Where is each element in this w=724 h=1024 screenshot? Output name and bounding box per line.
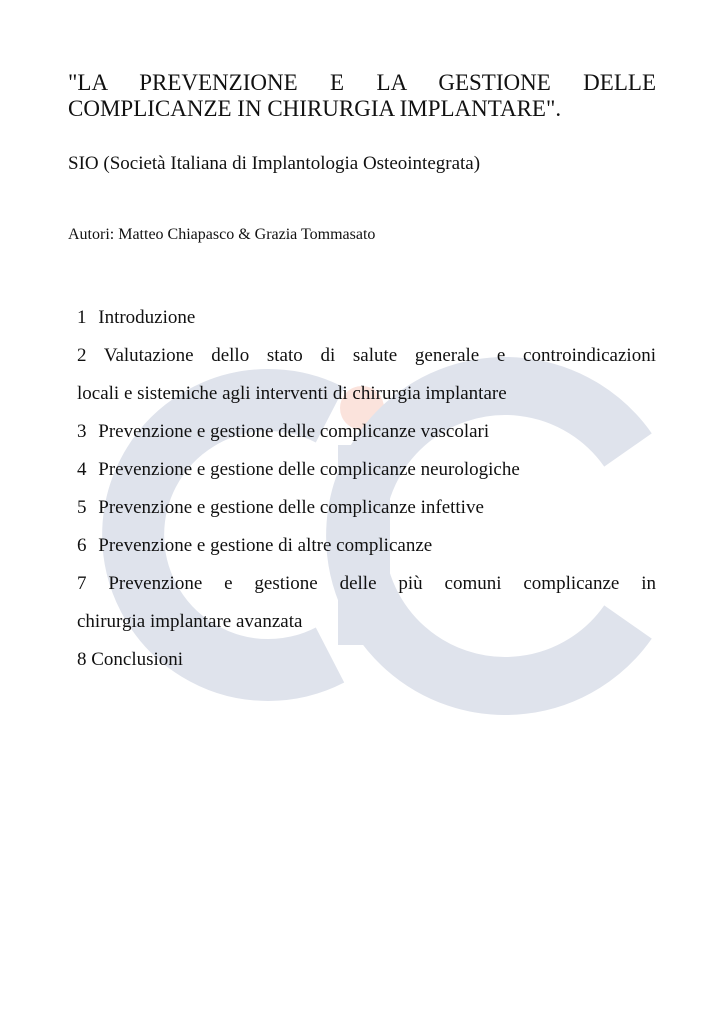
- toc-number: 8: [77, 649, 87, 670]
- toc-item-7: [77, 565, 656, 641]
- toc-item-2: [77, 337, 656, 413]
- toc-text: Prevenzione e gestione delle complicanze infettive: [98, 497, 484, 518]
- society-name: SIO (Società Italiana di Implantologia Osteointegrata): [68, 153, 481, 174]
- toc-number: 7: [77, 573, 87, 594]
- toc-line-1: [77, 337, 656, 375]
- toc-number: 2: [77, 345, 87, 366]
- table-of-contents: [77, 299, 656, 679]
- toc-text: Conclusioni: [91, 649, 184, 670]
- toc-text: Introduzione: [98, 307, 196, 328]
- toc-number: 3: [77, 421, 87, 442]
- toc-item-4: [77, 451, 656, 489]
- toc-number: 6: [77, 535, 87, 556]
- toc-text: Prevenzione e gestione di altre complicanze: [98, 535, 433, 556]
- toc-item-8: [77, 641, 656, 679]
- toc-line-2: locali e sistemiche agli interventi di chirurgia implantare: [77, 383, 507, 404]
- toc-number: 1: [77, 307, 87, 328]
- toc-item-5: [77, 489, 656, 527]
- document-title: [68, 70, 656, 122]
- toc-number: 4: [77, 459, 87, 480]
- toc-line-2: chirurgia implantare avanzata: [77, 611, 303, 632]
- toc-text: Prevenzione e gestione delle complicanze vascolari: [98, 421, 490, 442]
- toc-text: Valutazione dello stato di salute generale e controindicazioni: [103, 345, 656, 366]
- toc-item-3: [77, 413, 656, 451]
- title-line-1: "LA PREVENZIONE E LA GESTIONE DELLE: [68, 70, 656, 95]
- toc-text: Prevenzione e gestione delle complicanze neurologiche: [98, 459, 520, 480]
- toc-item-6: [77, 527, 656, 565]
- toc-line-1: [77, 565, 656, 603]
- toc-item-1: [77, 299, 656, 337]
- authors-line: Autori: Matteo Chiapasco & Grazia Tommasato: [68, 226, 376, 243]
- toc-number: 5: [77, 497, 87, 518]
- title-line-2: COMPLICANZE IN CHIRURGIA IMPLANTARE".: [68, 96, 562, 121]
- toc-text: Prevenzione e gestione delle più comuni complicanze in: [108, 573, 656, 594]
